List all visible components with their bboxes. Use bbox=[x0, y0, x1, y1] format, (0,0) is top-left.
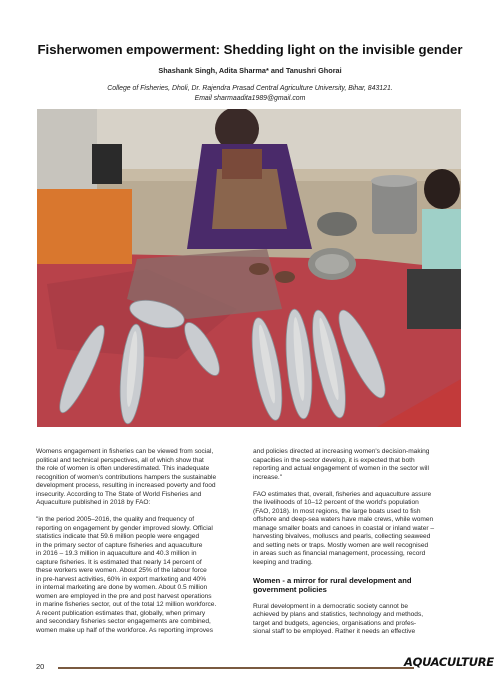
text-line: offshore and deep-sea waters have male crews, while women bbox=[253, 516, 434, 523]
text-line: A recent publication estimates that, globally, when primary bbox=[36, 609, 206, 617]
text-line: Aquaculture published in 2018 by FAO: bbox=[36, 499, 151, 506]
text-line: manage smaller boats and canoes in coastal or inland water – bbox=[253, 524, 435, 532]
text-line: development process, resulting in increased poverty and food bbox=[36, 482, 216, 489]
text-line: political and technical perspectives, all of which show that bbox=[36, 456, 204, 464]
magazine-logo: AQUACULTURE bbox=[404, 655, 494, 669]
text-line: target and budgets, agencies, organisations and profes- bbox=[253, 619, 417, 627]
left-column bbox=[36, 448, 243, 644]
quote-continuation-paragraph bbox=[253, 448, 460, 482]
text-line: in the primary sector of capture fisheries and aquaculture bbox=[36, 541, 203, 549]
text-line: in 2016 – 19.3 million in aquaculture and 40.3 million in bbox=[36, 550, 197, 557]
text-line: and policies directed at increasing women's decision-making bbox=[253, 448, 430, 455]
text-line: statistics indicate that 59.6 million people were engaged bbox=[36, 533, 200, 540]
text-line: in internal marketing are done by women. About 0.5 million bbox=[36, 584, 208, 591]
text-line: sional staff to be employed. Rather it needs an effective bbox=[253, 628, 416, 636]
right-column bbox=[253, 448, 460, 645]
text-line: harvesting bivalves, molluscs and pearls, collecting seaweed bbox=[253, 533, 431, 540]
text-line: (FAO, 2018). In most regions, the large boats used to fish bbox=[253, 507, 421, 515]
rural-development-paragraph bbox=[253, 603, 460, 637]
text-line: capture fisheries. It is estimated that nearly 14 percent of bbox=[36, 558, 202, 566]
text-line: and setting nets or traps. Mostly women are well recognised bbox=[253, 541, 429, 549]
text-line: and secondary fisheries sector engagements are combined, bbox=[36, 618, 211, 625]
page-number: 20 bbox=[36, 662, 45, 671]
text-line: "in the period 2005–2016, the quality and frequency of bbox=[36, 516, 195, 523]
text-line: achieved by plans and statistics, technology and methods, bbox=[253, 611, 424, 619]
text-line: reporting and actual engagement of women in the sector will bbox=[253, 465, 429, 472]
text-line: Womens engagement in fisheries can be viewed from social, bbox=[36, 448, 214, 455]
text-line: insecurity. According to The State of World Fisheries and bbox=[36, 490, 202, 498]
text-line: women are employed in the pre and post harvest operations bbox=[36, 592, 212, 600]
article-authors: Shashank Singh, Adita Sharma* and Tanushri Ghorai bbox=[158, 66, 342, 75]
text-line: the role of women is often underestimated. This inadequate bbox=[36, 465, 210, 472]
footer-rule bbox=[58, 667, 414, 669]
text-line: FAO estimates that, overall, fisheries and aquaculture assure bbox=[253, 490, 432, 498]
article-photo bbox=[37, 109, 461, 427]
affiliation-email: Email sharmaadita1989@gmail.com bbox=[194, 94, 306, 102]
author-affiliation bbox=[0, 84, 500, 103]
text-line: in marine fisheries sector, out of the total 12 million workforce. bbox=[36, 601, 217, 608]
section-heading bbox=[253, 576, 460, 595]
text-line: capacities in the sector develop, it is expected that both bbox=[253, 456, 415, 464]
text-line: Rural development in a democratic society cannot be bbox=[253, 602, 409, 610]
text-line: the livelihoods of 10–12 percent of the world's population bbox=[253, 499, 419, 506]
text-line: reporting on engagement by gender improved slowly. Official bbox=[36, 524, 213, 532]
text-line: in pre-harvest activities, 60% in export marketing and 40% bbox=[36, 575, 207, 583]
fao-estimates-paragraph bbox=[253, 491, 460, 568]
heading-line: government policies bbox=[253, 585, 327, 595]
text-line: keeping and trading. bbox=[253, 558, 313, 566]
text-line: recognition of women's contributions hampers the sustainable bbox=[36, 473, 217, 481]
article-title: Fisherwomen empowerment: Shedding light on the invisible gender bbox=[37, 42, 463, 57]
text-line: increase." bbox=[253, 473, 283, 481]
intro-paragraph bbox=[36, 448, 243, 508]
text-line: these workers were women. About 25% of the labour force bbox=[36, 567, 207, 574]
fao-quote-paragraph bbox=[36, 516, 243, 635]
text-line: in areas such as financial management, processing, record bbox=[253, 550, 426, 557]
heading-line: Women - a mirror for rural development and bbox=[253, 575, 412, 585]
affiliation-address: College of Fisheries, Dholi, Dr. Rajendra Prasad Central Agriculture University, Bihar, 843121. bbox=[107, 85, 393, 92]
text-line: women make up half of the workforce. As reporting improves bbox=[36, 626, 214, 634]
